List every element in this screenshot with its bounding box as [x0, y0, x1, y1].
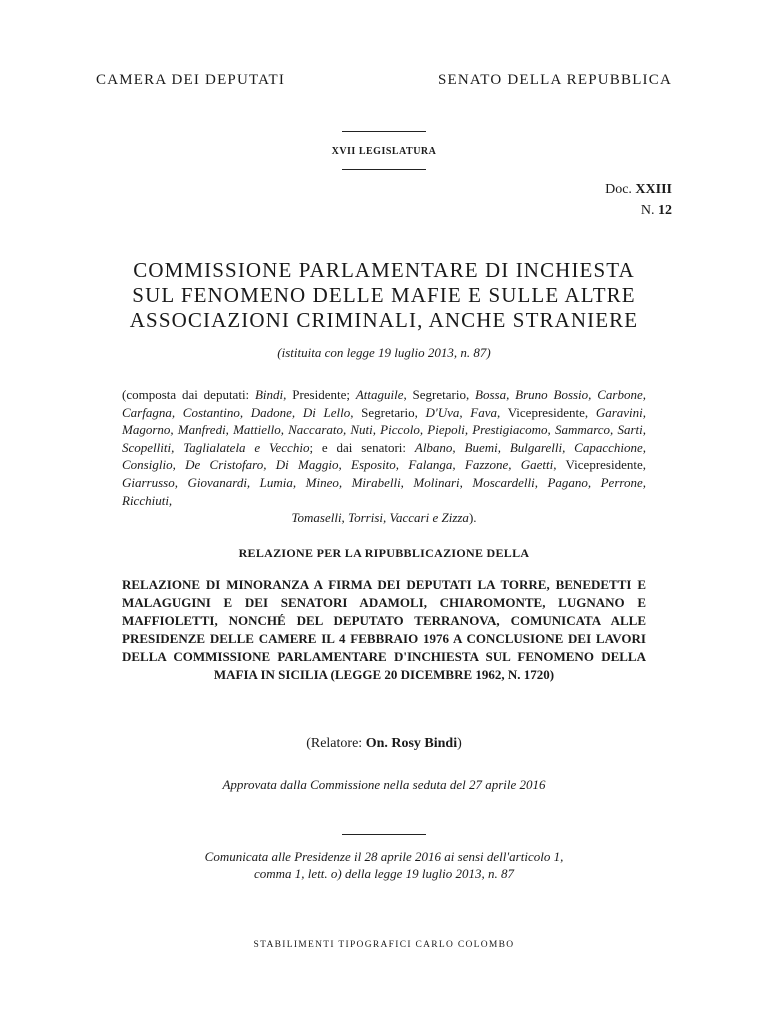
composition-paragraph [122, 386, 646, 527]
relazione-body: RELAZIONE DI MINORANZA A FIRMA DEI DEPUTATI LA TORRE, BENEDETTI E MALAGUGINI E DEI SENATORI ADAMOLI, CHIAROMONTE, LUGNANO E MAFFIOLETTI, NONCHÉ DEL DEPUTATO TERRANOVA, COMUNICATA ALLE PRESIDENZE DELLE CAMERE IL 4 FEBBRAIO 1976 A CONCLUSIONE DEI LAVORI DELLA COMMISSIONE PARLAMENTARE D'INCHIESTA SUL FENOMENO DELLA MAFIA IN SICILIA (LEGGE 20 DICEMBRE 1962, N. 1720) [122, 577, 646, 682]
composition-text: , Presidente; [283, 387, 356, 402]
communication-line: Comunicata alle Presidenze il 28 aprile 2016 ai sensi dell'articolo 1, [204, 849, 564, 864]
communication-note [96, 848, 672, 882]
composition-text: ; e dai senatori: [309, 439, 415, 455]
relatore-close: ) [457, 736, 462, 751]
doc-number: XXIII [635, 182, 672, 197]
legislature: XVII LEGISLATURA [331, 146, 437, 157]
composition-text: (composta dai deputati: [122, 387, 255, 402]
senator-names: Tomaselli, Torrisi, Vaccari e Zizza [291, 510, 469, 526]
communication-line: comma 1, lett. o) della legge 19 luglio 2013, n. 87 [254, 866, 514, 881]
composition-text: ). [468, 510, 477, 526]
composition-last-line [122, 509, 646, 527]
senator-names: Giarrusso, Giovanardi, Lumia, Mineo, Mirabelli, Molinari, Moscardelli, Pagano, Perrone, Ricchiuti, [122, 474, 646, 508]
doc-label: Doc. [605, 182, 632, 197]
printer-footer: STABILIMENTI TIPOGRAFICI CARLO COLOMBO [253, 940, 515, 950]
n-value: 12 [658, 203, 672, 218]
rule-legislature [342, 169, 426, 170]
member-names: Garavini, Magorno, Manfredi, Mattiello, Naccarato, Nuti, Piccolo, Piepoli, Prestigiacomo, Sammarco, Sarti, Scopelliti, Taglialatela e Vecchio [122, 404, 647, 455]
chamber-right: SENATO DELLA REPUBBLICA [437, 72, 672, 88]
title-line: ASSOCIAZIONI CRIMINALI, ANCHE STRANIERE [129, 308, 639, 332]
composition-text: , Segretario, [350, 404, 426, 420]
commission-title [96, 258, 672, 333]
senator-names: Albano, Buemi, Bulgarelli, Capacchione, Consiglio, De Cristofaro, Di Maggio, Esposito, Falanga, Fazzone, Gaetti [122, 439, 647, 473]
member-names: D'Uva, Fava [425, 404, 497, 420]
rule-bottom [342, 834, 426, 835]
relazione-heading: RELAZIONE PER LA RIPUBBLICAZIONE DELLA [238, 546, 530, 560]
member-names: Bossa, Bruno Bossio, Carbone, Carfagna, Costantino, Dadone, Di Lello [122, 387, 646, 420]
president-name: Bindi [254, 387, 284, 402]
istituita-note: (istituita con legge 19 luglio 2013, n. 87) [277, 345, 491, 360]
relatore-open: (Relatore: [306, 736, 366, 751]
secretary-name: Attaguile [355, 387, 404, 402]
composition-text: , Vicepresidente, [553, 457, 646, 473]
rule-top [342, 131, 426, 132]
relatore-line [96, 736, 672, 752]
chamber-left: CAMERA DEI DEPUTATI [96, 72, 286, 88]
relatore-name: On. Rosy Bindi [365, 736, 458, 751]
approval-note: Approvata dalla Commissione nella seduta del 27 aprile 2016 [222, 777, 546, 792]
doc-number-line [641, 203, 672, 219]
n-label: N. [640, 203, 655, 218]
composition-text: , Segretario, [403, 387, 476, 402]
title-line: SUL FENOMENO DELLE MAFIE E SULLE ALTRE [132, 283, 636, 307]
doc-code [605, 182, 672, 198]
composition-text: , Vicepresidente, [497, 404, 596, 420]
title-line: COMMISSIONE PARLAMENTARE DI INCHIESTA [133, 258, 635, 282]
